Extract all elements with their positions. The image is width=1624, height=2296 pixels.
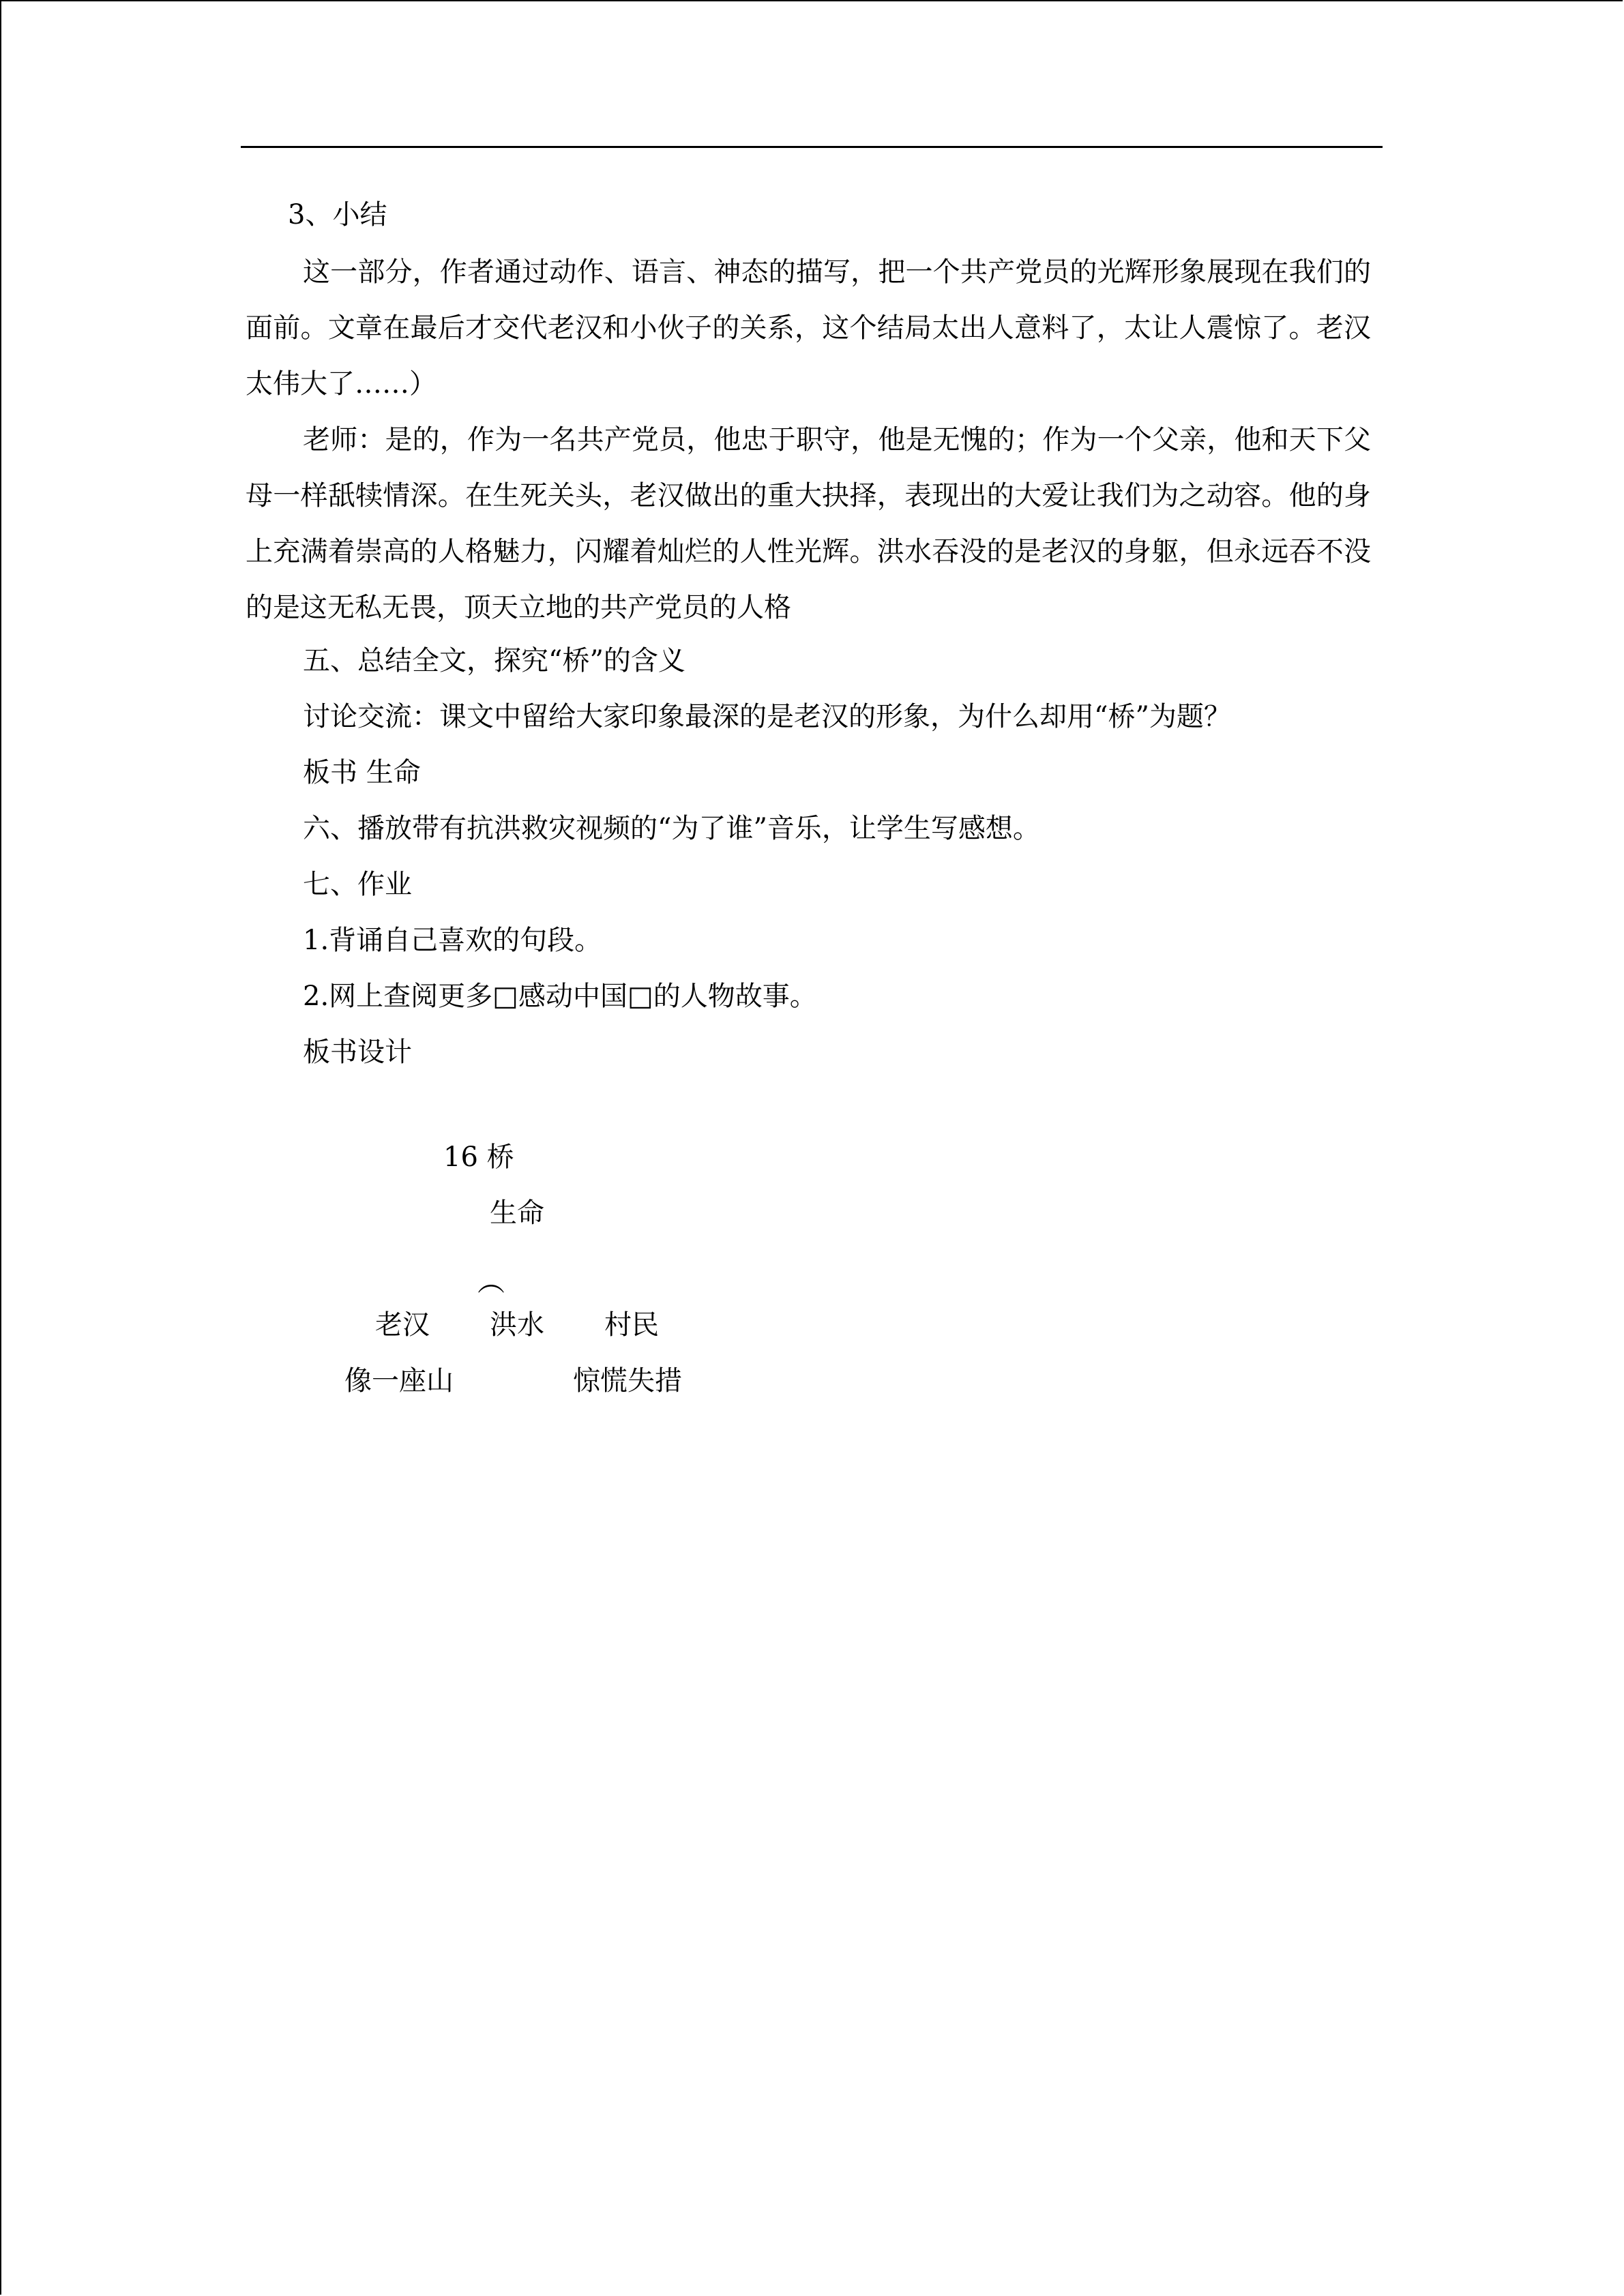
board-life-text: 板书 生命 <box>303 757 421 788</box>
diagram-right-label: 村民 <box>604 1309 659 1341</box>
section-6-heading: 六、播放带有抗洪救灾视频的“为了谁”音乐，让学生写感想。 <box>303 813 1040 844</box>
diagram-title: 16 桥 <box>443 1142 514 1173</box>
paragraph-summary: 这一部分，作者通过动作、语言、神态的描写，把一个共产党员的光辉形象展现在我们的面前。文章在最后才交代老汉和小伙子的关系，这个结局太出人意料了，太让人震惊了。老汉太伟大了……） <box>246 256 1371 400</box>
homework-item-2: 2.网上查阅更多□感动中国□的人物故事。 <box>303 981 817 1012</box>
diagram-arc: ︵ <box>477 1266 505 1298</box>
diagram-center: 生命 <box>490 1197 544 1229</box>
diagram-right-desc: 惊慌失措 <box>573 1365 682 1397</box>
homework-item-1: 1.背诵自己喜欢的句段。 <box>303 925 602 956</box>
diagram-left-label: 老汉 <box>375 1309 430 1341</box>
section-7-heading: 七、作业 <box>303 869 412 900</box>
diagram-left-desc: 像一座山 <box>344 1365 454 1397</box>
diagram-middle-label: 洪水 <box>490 1309 544 1341</box>
board-design-heading: 板书设计 <box>303 1037 412 1068</box>
paragraph-teacher: 老师：是的，作为一名共产党员，他忠于职守，他是无愧的；作为一个父亲，他和天下父母一样舐犊情深。在生死关头，老汉做出的重大抉择，表现出的大爱让我们为之动容。他的身上充满着崇高的人格魅力，闪耀着灿烂的人性光辉。洪水吞没的是老汉的身躯，但永远吞不没的是这无私无畏，顶天立地的共产党员的人格 <box>246 424 1371 623</box>
discussion-text: 讨论交流：课文中留给大家印象最深的是老汉的形象，为什么却用“桥”为题？ <box>303 701 1231 732</box>
header-rule <box>241 146 1383 148</box>
section-5-heading: 五、总结全文，探究“桥”的含义 <box>303 645 685 676</box>
summary-heading: 3、小结 <box>288 199 387 230</box>
